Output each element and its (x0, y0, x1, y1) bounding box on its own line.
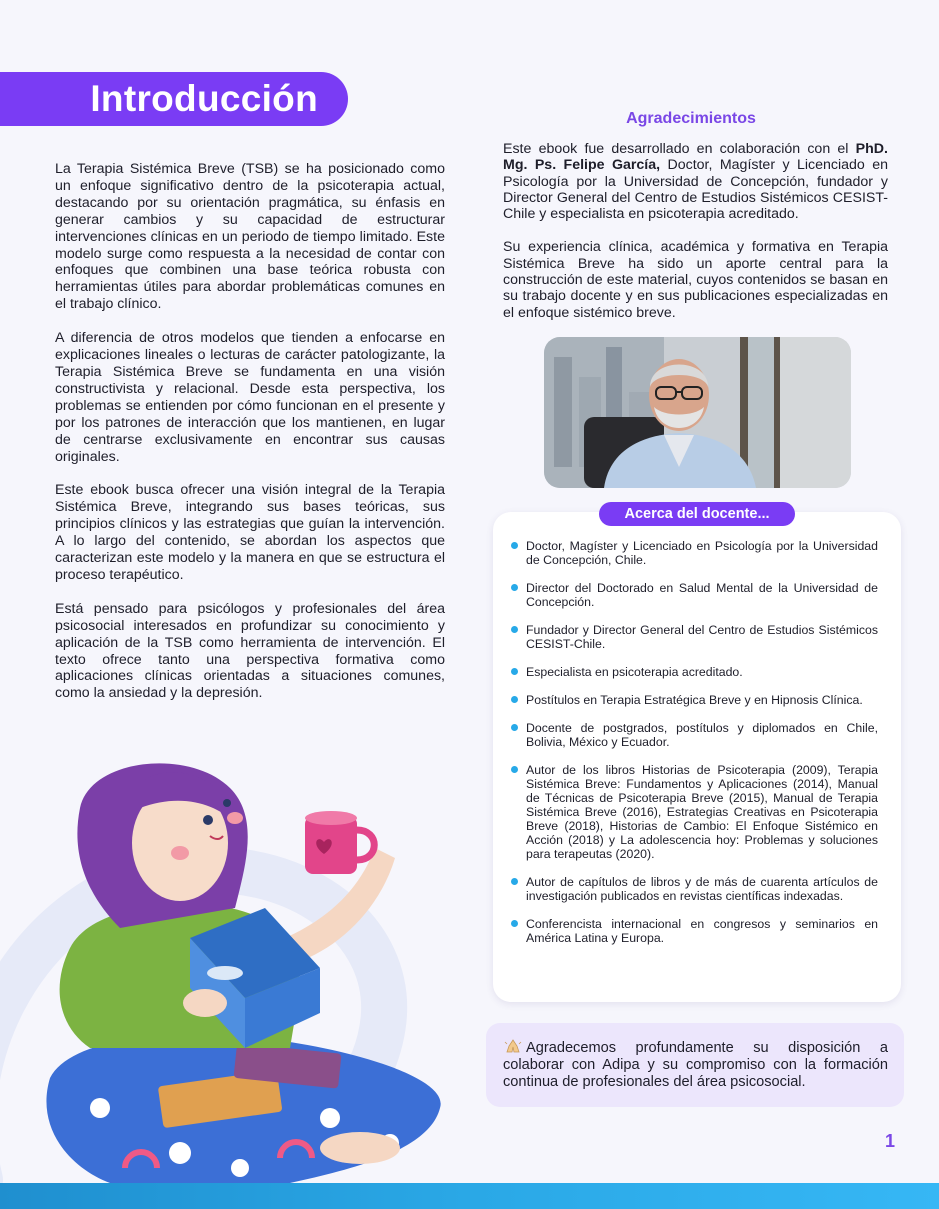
bullet-dot-icon (511, 542, 518, 549)
list-item: Docente de postgrados, postítulos y diplomados en Chile, Bolivia, México y Ecuador. (511, 721, 878, 749)
bullet-dot-icon (511, 878, 518, 885)
page-number: 1 (884, 1131, 895, 1151)
thanks-text: Agradecemos profundamente su disposición a colaborar con Adipa y su compromiso con la formación continua de profesionales del área psicosocial. (503, 1040, 888, 1090)
list-item: Doctor, Magíster y Licenciado en Psicología por la Universidad de Concepción, Chile. (511, 539, 878, 567)
intro-text (55, 161, 445, 719)
reading-girl-illustration (30, 748, 450, 1183)
about-instructor-title: Acerca del docente... (599, 502, 795, 526)
page-title: Introducción (0, 72, 348, 126)
acknowledgements-paragraph: Su experiencia clínica, académica y formativa en Terapia Sistémica Breve ha sido un aporte central para la construcción de este material, cuyos contenidos se basan en su trabajo docente y en sus publicaciones especializadas en el enfoque sistémico breve. (503, 239, 888, 321)
bullet-dot-icon (511, 626, 518, 633)
about-instructor-list (511, 539, 878, 959)
list-item: Especialista en psicoterapia acreditado. (511, 665, 878, 679)
bullet-dot-icon (511, 920, 518, 927)
instructor-photo (544, 337, 851, 488)
bullet-dot-icon (511, 724, 518, 731)
bullet-dot-icon (511, 766, 518, 773)
list-item: Fundador y Director General del Centro de Estudios Sistémicos CESIST-Chile. (511, 623, 878, 651)
intro-paragraph: Está pensado para psicólogos y profesionales del área psicosocial interesados en profundizar su conocimiento y aplicación de la TSB como herramienta de intervención. El texto ofrece tanto una perspectiva formativa como aplicaciones clínicas orientadas a situaciones comunes, como la ansiedad y la depresión. (55, 600, 445, 702)
list-item: Postítulos en Terapia Estratégica Breve y en Hipnosis Clínica. (511, 693, 878, 707)
list-item: Conferencista internacional en congresos y seminarios en América Latina y Europa. (511, 917, 878, 945)
footer-bar (0, 1183, 939, 1209)
acknowledgements-title: Agradecimientos (626, 110, 756, 127)
thanks-box (486, 1023, 904, 1107)
intro-paragraph: Este ebook busca ofrecer una visión integral de la Terapia Sistémica Breve, integrando sus bases teóricas, sus principios clínicos y las estrategias que guían la intervención. A lo largo del contenido, se abordan los aspectos que caracterizan este modelo y la manera en que se estructura el proceso terapéutico. (55, 482, 445, 583)
list-item: Autor de capítulos de libros y de más de cuarenta artículos de investigación publicados en revistas científicas indexadas. (511, 875, 878, 903)
list-item: Autor de los libros Historias de Psicoterapia (2009), Terapia Sistémica Breve: Fundamentos y Aplicaciones (2014), Manual de Técnicas de Psicoterapia Breve (2015), Manual de Terapia Sistémica Breve (2016), Estrategias Creativas en Psicoterapia Breve (2018), Historias de Cambio: El Enfoque Sistémico en Acción (2018) y La adolescencia hoy: Problemas y soluciones para terapeutas (2020). (511, 763, 878, 861)
intro-paragraph: A diferencia de otros modelos que tienden a enfocarse en explicaciones lineales o lecturas de carácter patologizante, la Terapia Sistémica Breve se fundamenta en una visión constructivista y relacional. Desde esta perspectiva, los problemas se entienden por cómo funcionan en el presente y por los patrones de interacción que los mantienen, en lugar de centrarse exclusivamente en encontrar sus causas originales. (55, 330, 445, 465)
intro-paragraph: La Terapia Sistémica Breve (TSB) se ha posicionado como un enfoque significativo dentro de la psicoterapia actual, destacando por su orientación pragmática, su énfasis en generar cambios y su capacidad de estructurar intervenciones clínicas en un periodo de tiempo limitado. Este modelo surge como respuesta a la necesidad de contar con enfoques que combinen una base teórica robusta con herramientas útiles para abordar problemáticas comunes en el trabajo clínico. (55, 161, 445, 313)
praying-hands-icon (503, 1039, 523, 1053)
list-item: Director del Doctorado en Salud Mental de la Universidad de Concepción. (511, 581, 878, 609)
acknowledgements-paragraph: Este ebook fue desarrollado en colaboración con el PhD. Mg. Ps. Felipe García, Doctor, Magíster y Licenciado en Psicología por la Universidad de Concepción, fundador y Director General del Centro de Estudios Sistémicos CESIST-Chile y especialista en psicoterapia acreditado. (503, 141, 888, 223)
bullet-dot-icon (511, 668, 518, 675)
bullet-dot-icon (511, 584, 518, 591)
instructor-name: PhD. Mg. Ps. Felipe García, (503, 141, 888, 174)
acknowledgements-text (503, 141, 888, 338)
bullet-dot-icon (511, 696, 518, 703)
